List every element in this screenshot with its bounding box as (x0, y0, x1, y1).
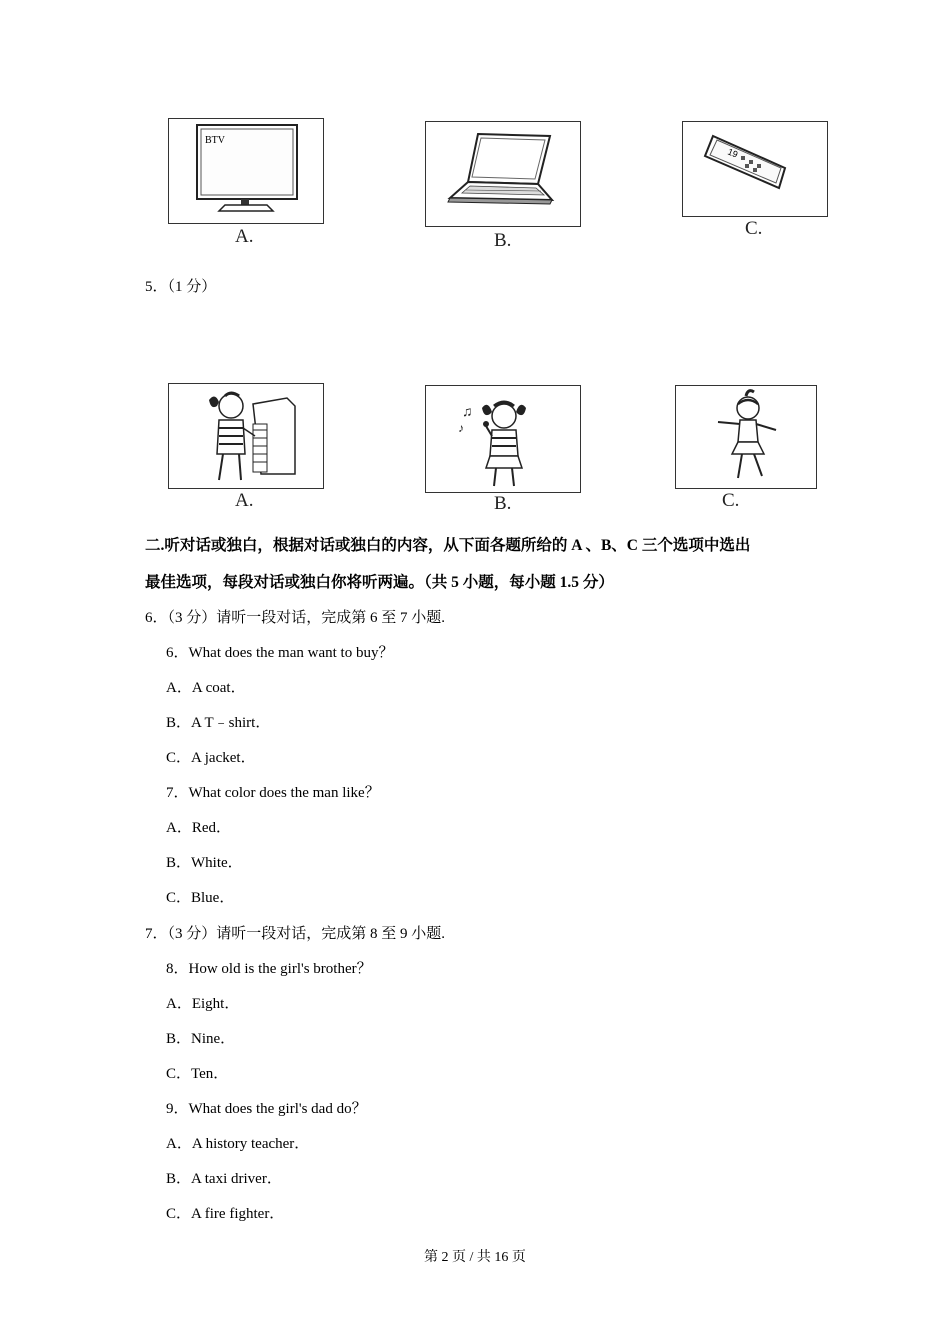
q4-option-b-label: B. (494, 230, 512, 251)
section2-heading-line2: 最佳选项，每段对话或独白你将听两遍。（共 5 小题，每小题 1.5 分） (145, 574, 614, 591)
q5-option-b-label: B. (494, 493, 512, 514)
q6-sub1-option-c: C．A jacket． (166, 750, 256, 766)
q6-sub2-option-b: B．White． (166, 855, 243, 871)
q4-option-c-label: C. (745, 218, 763, 239)
option-c-smartphone-picture (682, 121, 828, 217)
girl-singing-icon (426, 386, 580, 492)
q5-label: 5．（1 分） (145, 279, 217, 295)
girl-dancing-icon (676, 386, 816, 488)
svg-text:♪: ♪ (458, 421, 464, 435)
q6-header: 6．（3 分）请听一段对话，完成第 6 至 7 小题. (145, 610, 446, 626)
girl-playing-piano-icon (169, 384, 323, 488)
q6-sub1-question: 6．What does the man want to buy？ (166, 645, 394, 661)
phone-screen-text: 19 (726, 146, 740, 160)
q5-option-c-label: C. (722, 490, 740, 511)
page-footer: 第 2 页 / 共 16 页 (424, 1250, 526, 1265)
option-a-tv-picture (168, 118, 324, 224)
tv-screen-text: BTV (205, 135, 225, 146)
q6-sub1-option-a: A．A coat． (166, 680, 246, 696)
q4-option-a-label: A. (235, 226, 254, 247)
q7-sub1-option-a: A．Eight． (166, 996, 240, 1012)
q7-sub2-question: 9．What does the girl's dad do？ (166, 1101, 367, 1117)
q7-sub2-option-c: C．A fire fighter． (166, 1206, 285, 1222)
q5-option-a-label: A. (235, 490, 254, 511)
q6-sub2-question: 7．What color does the man like？ (166, 785, 380, 801)
tv-icon (169, 119, 323, 223)
q7-sub1-option-b: B．Nine． (166, 1031, 236, 1047)
option-a-piano-picture (168, 383, 324, 489)
laptop-icon (426, 122, 580, 226)
q6-sub2-option-c: C．Blue． (166, 890, 235, 906)
smartphone-icon (683, 122, 827, 216)
q7-header: 7．（3 分）请听一段对话，完成第 8 至 9 小题. (145, 926, 446, 942)
q7-sub1-question: 8．How old is the girl's brother？ (166, 961, 372, 977)
q6-sub1-option-b: B．A T﹣shirt． (166, 715, 271, 731)
q7-sub2-option-a: A．A history teacher． (166, 1136, 310, 1152)
q6-sub2-option-a: A．Red． (166, 820, 231, 836)
option-b-singing-picture (425, 385, 581, 493)
option-c-dancing-picture (675, 385, 817, 489)
option-b-laptop-picture (425, 121, 581, 227)
svg-text:♫: ♫ (462, 405, 473, 420)
q7-sub2-option-b: B．A taxi driver． (166, 1171, 282, 1187)
section2-heading-line1: 二.听对话或独白，根据对话或独白的内容，从下面各题所给的 A 、B、C 三个选项中选出 (145, 537, 751, 554)
q7-sub1-option-c: C．Ten． (166, 1066, 229, 1082)
